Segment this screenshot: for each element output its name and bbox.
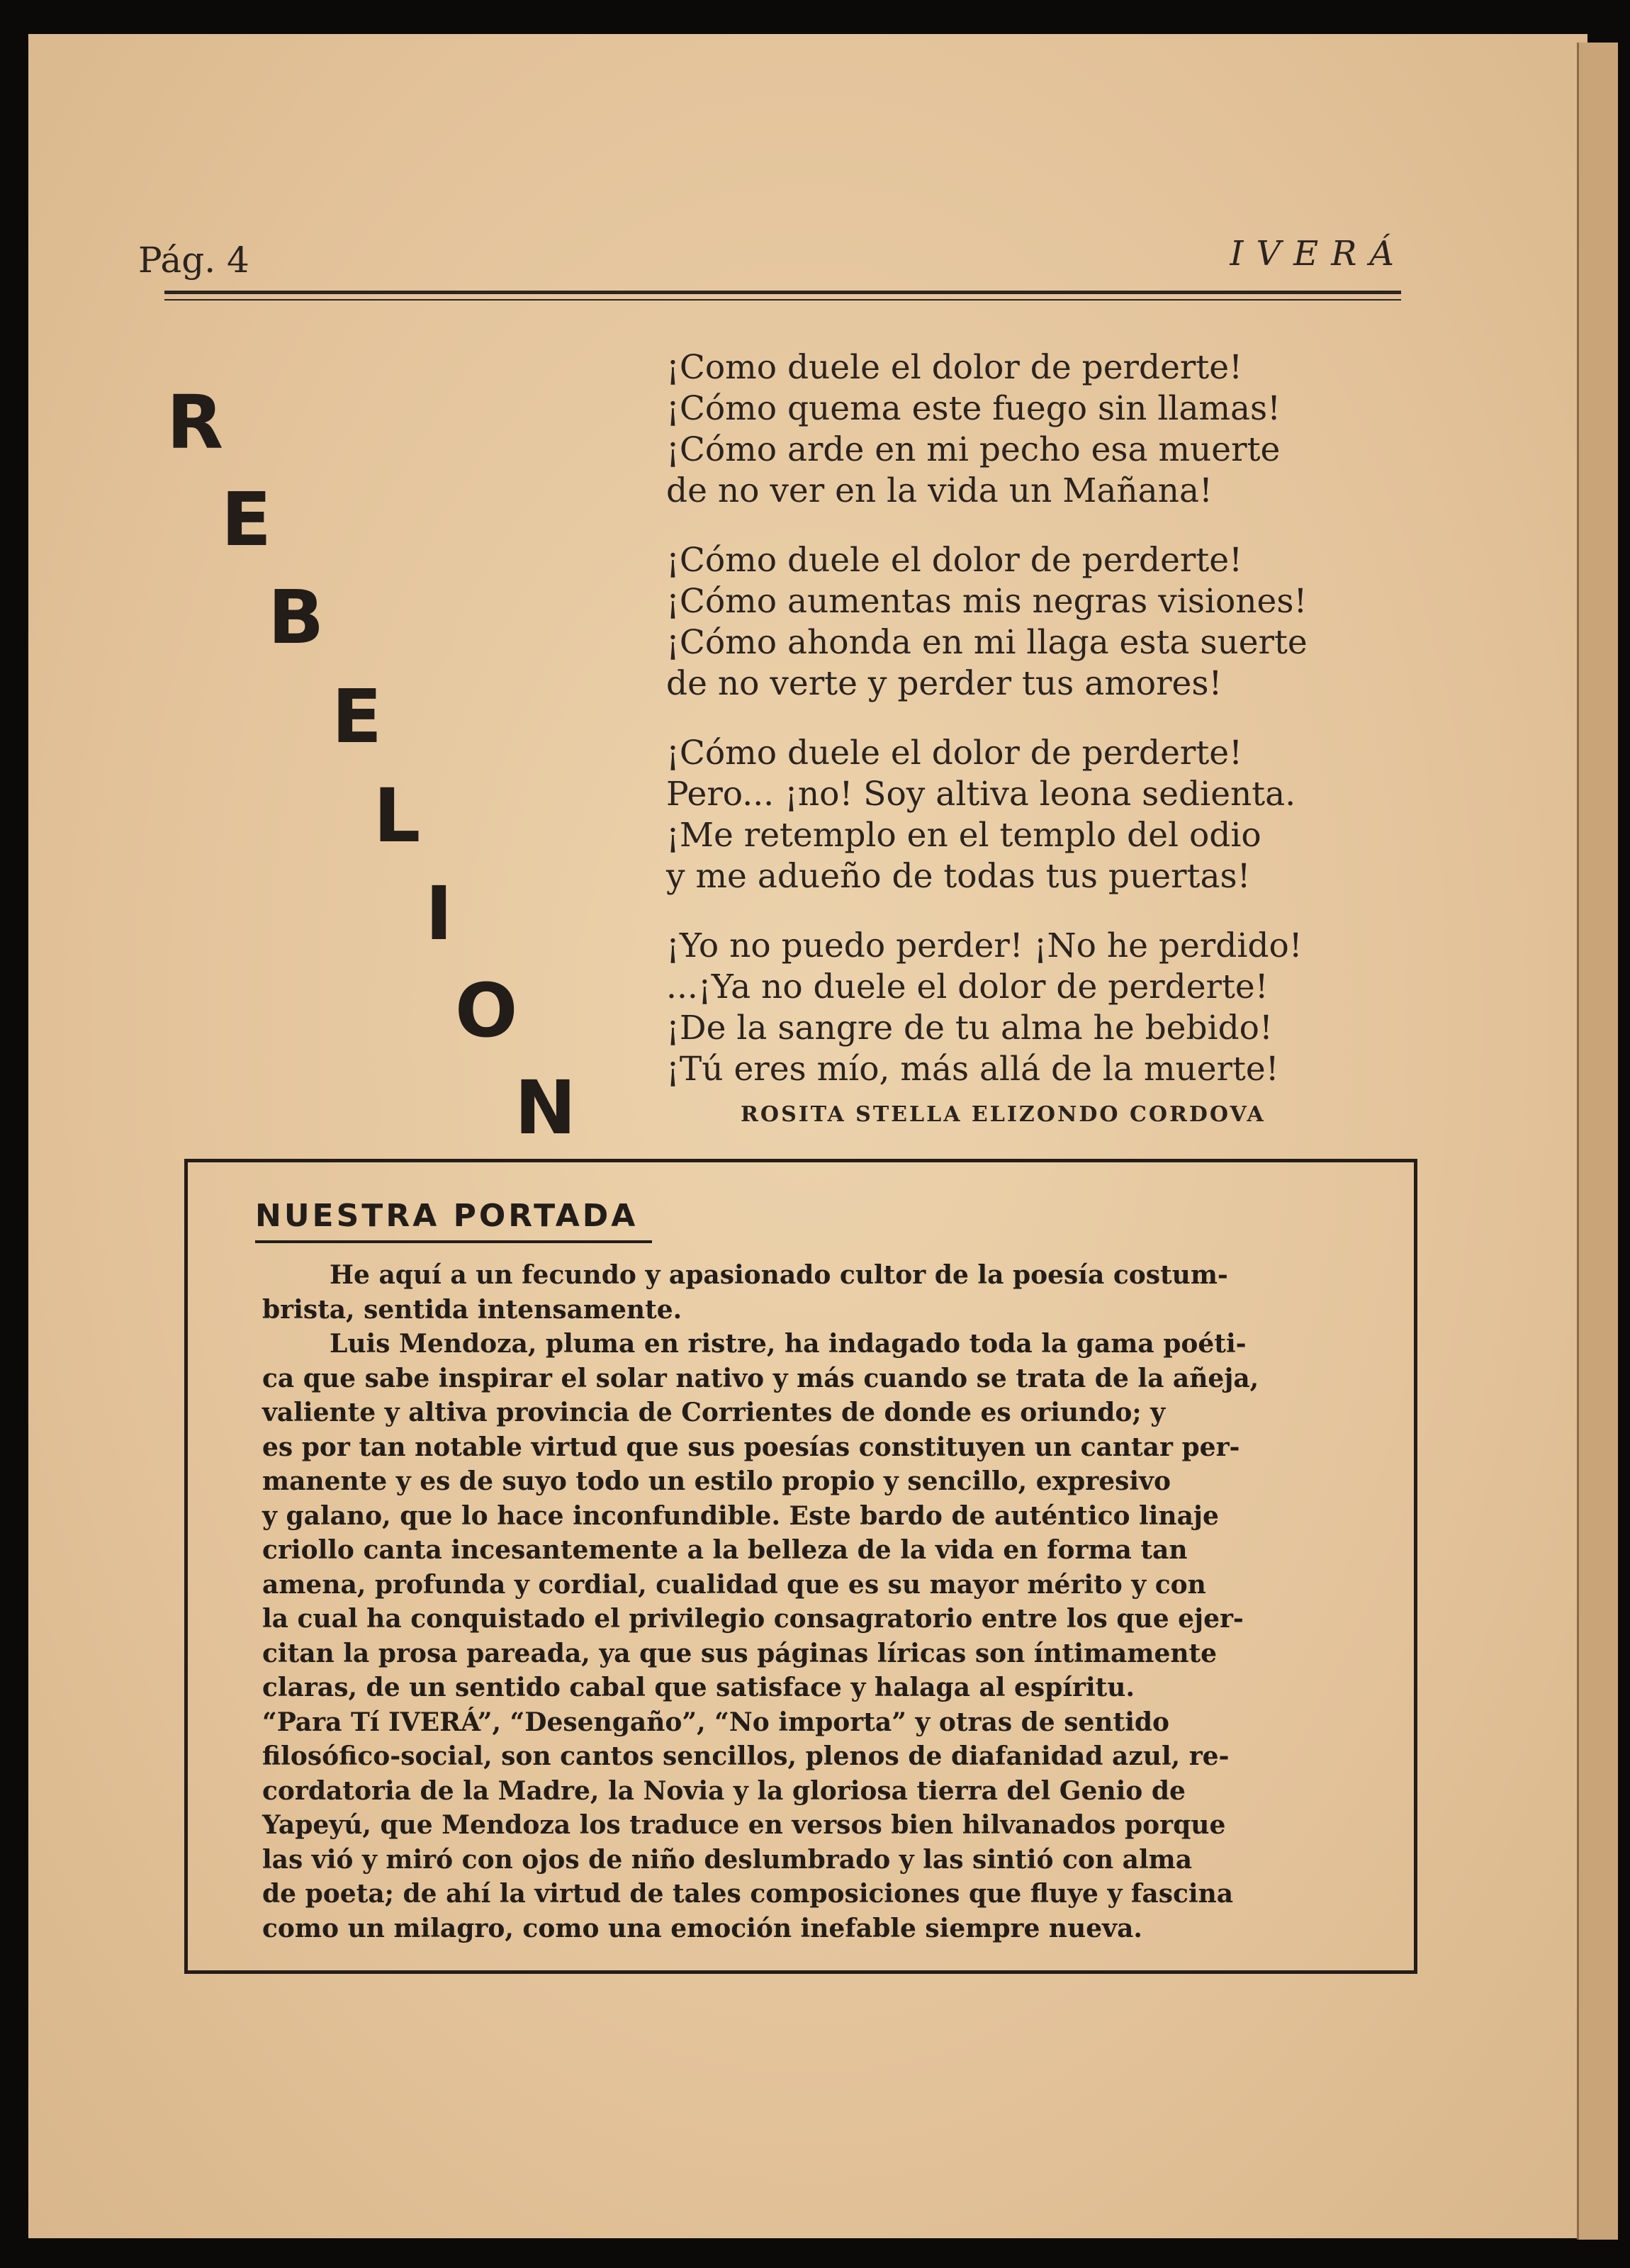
portada-line: claras, de un sentido cabal que satisface y halaga al espíritu. [262,1673,1135,1702]
poem-line: ...¡Ya no duele el dolor de perderte! [666,967,1269,1006]
poem-stanza [666,540,1417,704]
portada-line: Yapeyú, que Mendoza los traduce en versos bien hilvanados porque [262,1810,1226,1840]
title-letter: E [332,673,383,760]
portada-line: manente y es de suyo todo un estilo propio y sencillo, expresivo [262,1466,1171,1496]
magazine-title: IVERÁ [1230,234,1407,274]
poem-line: de no verte y perder tus amores! [666,664,1222,703]
portada-line: cordatoria de la Madre, la Novia y la gloriosa tierra del Genio de [262,1775,1186,1806]
poem-line: y me adueño de todas tus puertas! [666,857,1251,896]
portada-line: como un milagro, como una emoción inefable siempre nueva. [262,1913,1142,1943]
poem-line: ¡Yo no puedo perder! ¡No he perdido! [666,926,1303,965]
poem-stanza [666,733,1417,897]
portada-line: la cual ha conquistado el privilegio consagratorio entre los que ejer- [262,1604,1244,1634]
portada-line: filosófico-social, son cantos sencillos, plenos de diafanidad azul, re- [262,1741,1230,1771]
title-letter: N [515,1065,577,1151]
poem-line: de no ver en la vida un Mañana! [666,471,1213,510]
next-page-edge [1577,43,1618,2240]
title-letter: R [167,379,224,466]
poem-line: Pero... ¡no! Soy altiva leona sedienta. [666,775,1296,814]
poem-line: ¡Cómo ahonda en mi llaga esta suerte [666,623,1308,662]
title-letter: L [373,773,421,859]
poem-line: ¡Me retemplo en el templo del odio [666,816,1261,855]
poem-line: ¡Cómo quema este fuego sin llamas! [666,389,1281,428]
portada-text [262,1258,1354,1946]
portada-line: He aquí a un fecundo y apasionado cultor de la poesía costum- [330,1260,1228,1290]
portada-line: brista, sentida intensamente. [262,1294,682,1325]
portada-line: amena, profunda y cordial, cualidad que es su mayor mérito y con [262,1569,1206,1600]
page-header [138,234,1407,281]
poem-stanza [666,347,1417,512]
page-number: Pág. 4 [138,240,249,281]
portada-line: las vió y miró con ojos de niño deslumbrado y las sintió con alma [262,1844,1193,1875]
portada-line: de poeta; de ahí la virtud de tales composiciones que fluye y fascina [262,1879,1234,1909]
poem-line: ¡Cómo arde en mi pecho esa muerte [666,430,1281,469]
portada-line: es por tan notable virtud que sus poesías constituyen un cantar per- [262,1432,1240,1462]
portada-line: citan la prosa pareada, ya que sus páginas líricas son íntimamente [262,1638,1218,1668]
poem-line: ¡Como duele el dolor de perderte! [666,348,1242,387]
poem-line: ¡De la sangre de tu alma he bebido! [666,1009,1273,1048]
poem-author: ROSITA STELLA ELIZONDO CORDOVA [741,1102,1266,1127]
portada-line: valiente y altiva provincia de Corrientes de donde es oriundo; y [262,1398,1166,1427]
poem-line: ¡Cómo duele el dolor de perderte! [666,541,1242,580]
poem-stanza [666,926,1417,1090]
title-letter: O [455,967,518,1054]
poem-line: ¡Cómo aumentas mis negras visiones! [666,582,1308,621]
portada-title: NUESTRA PORTADA [255,1198,639,1234]
poem-body [666,347,1417,1118]
portada-line: criollo canta incesantemente a la belleza de la vida en forma tan [262,1535,1188,1565]
poem-line: ¡Tú eres mío, más allá de la muerte! [666,1050,1279,1089]
title-letter: B [268,574,325,661]
portada-box [184,1159,1417,1974]
portada-line: ca que sabe inspirar el solar nativo y más cuando se trata de la añeja, [262,1363,1259,1393]
title-letter: E [221,476,272,563]
portada-line: “Para Tí IVERÁ”, “Desengaño”, “No importa” y otras de sentido [262,1707,1170,1737]
title-letter: I [425,870,453,957]
portada-title-underline [255,1240,652,1243]
portada-line: Luis Mendoza, pluma en ristre, ha indagado toda la gama poéti- [330,1329,1247,1359]
header-rule-thick [164,291,1401,294]
poem-line: ¡Cómo duele el dolor de perderte! [666,734,1242,773]
header-rule-thin [164,299,1401,301]
portada-line: y galano, que lo hace inconfundible. Este bardo de auténtico linaje [262,1500,1219,1531]
